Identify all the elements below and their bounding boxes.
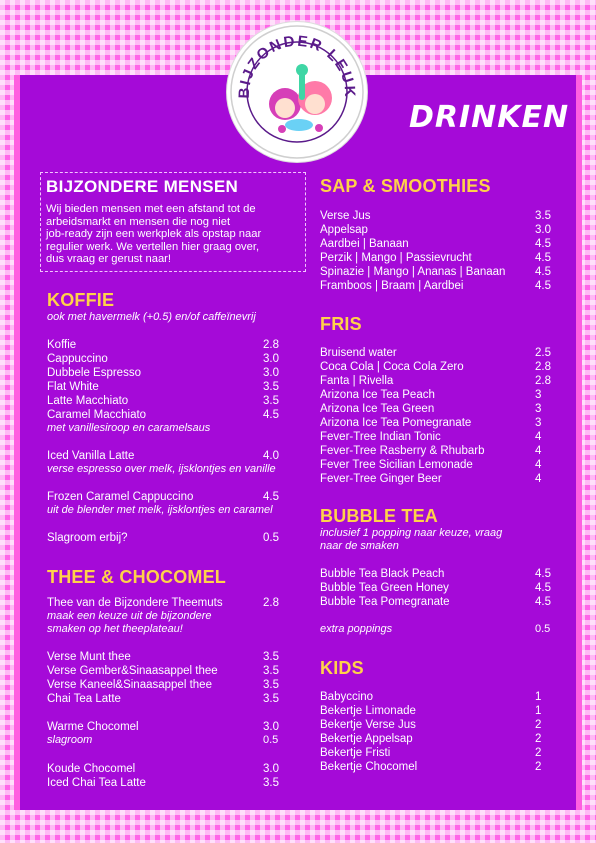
section-kids <box>320 658 560 774</box>
menu-item: Perzik | Mango | Passievrucht 4.5 <box>320 252 551 264</box>
menu-item: Thee van de Bijzondere Theemuts 2.8 <box>47 597 279 609</box>
svg-text:BIJZONDER LEUK: BIJZONDER LEUK <box>235 32 359 99</box>
menu-item: Arizona Ice Tea Green 3 <box>320 403 542 415</box>
menu-item: Chai Tea Latte 3.5 <box>47 693 279 705</box>
menu-item: Aardbei | Banaan 4.5 <box>320 238 551 250</box>
menu-item: Bubble Tea Pomegranate 4.5 <box>320 596 551 608</box>
item-note: met vanillesiroop en caramelsaus <box>47 422 211 434</box>
menu-item: Bekertje Verse Jus 2 <box>320 719 542 731</box>
section-title-kids: KIDS <box>320 658 364 678</box>
koffie-subtitle: ook met havermelk (+0.5) en/of caffeïnevrij <box>47 311 256 323</box>
menu-item: Flat White 3.5 <box>47 381 279 393</box>
menu-item: Bekertje Limonade 1 <box>320 705 542 717</box>
menu-item: Bekertje Chocomel 2 <box>320 761 542 773</box>
menu-item: Fever-Tree Rasberry & Rhubarb 4 <box>320 445 542 457</box>
menu-item: Koffie 2.8 <box>47 339 279 351</box>
menu-item: Cappuccino 3.0 <box>47 353 279 365</box>
item-note: smaken op het theeplateau! <box>47 623 183 635</box>
menu-item: Arizona Ice Tea Peach 3 <box>320 389 542 401</box>
menu-item: extra poppings 0.5 <box>320 623 551 635</box>
menu-item: Fanta | Rivella 2.8 <box>320 375 551 387</box>
intro-text <box>46 203 300 266</box>
menu-item: Spinazie | Mango | Ananas | Banaan 4.5 <box>320 266 551 278</box>
menu-item: Framboos | Braam | Aardbei 4.5 <box>320 280 551 292</box>
intro-heading: BIJZONDERE MENSEN <box>46 177 239 196</box>
menu-item: Arizona Ice Tea Pomegranate 3 <box>320 417 542 429</box>
menu-item: Bruisend water 2.5 <box>320 347 551 359</box>
menu-item: Caramel Macchiato 4.5 <box>47 409 279 421</box>
intro-line: job-ready zijn een werkplek als opstap naar <box>46 228 262 240</box>
menu-item: Bekertje Appelsap 2 <box>320 733 542 745</box>
intro-line: regulier werk. We vertellen hier graag over, <box>46 240 260 253</box>
menu-item: Fever-Tree Ginger Beer 4 <box>320 473 542 485</box>
section-title-thee: THEE & CHOCOMEL <box>47 567 227 587</box>
section-bubble <box>320 506 560 637</box>
menu-item: Iced Chai Tea Latte 3.5 <box>47 777 279 789</box>
menu-item: Latte Macchiato 3.5 <box>47 395 279 407</box>
item-note: maak een keuze uit de bijzondere <box>47 610 212 622</box>
menu-item: slagroom 0.5 <box>47 734 279 746</box>
section-sap <box>320 176 560 293</box>
menu-item: Verse Jus 3.5 <box>320 210 551 222</box>
section-fris <box>320 314 560 486</box>
item-note: verse espresso over melk, ijsklontjes en vanille <box>47 463 276 475</box>
section-title-fris: FRIS <box>320 314 362 334</box>
menu-item: Babyccino 1 <box>320 691 542 703</box>
bubble-subtitle: naar de smaken <box>320 540 399 552</box>
menu-item: Coca Cola | Coca Cola Zero 2.8 <box>320 361 551 373</box>
menu-item: Koude Chocomel 3.0 <box>47 763 279 775</box>
menu-item: Verse Munt thee 3.5 <box>47 651 279 663</box>
item-note: uit de blender met melk, ijsklontjes en caramel <box>47 504 273 516</box>
menu-item: Iced Vanilla Latte 4.0 <box>47 450 279 462</box>
intro-line: Wij bieden mensen met een afstand tot de <box>46 203 256 215</box>
bubble-subtitle: inclusief 1 popping naar keuze, vraag <box>320 527 503 539</box>
section-koffie <box>47 290 317 545</box>
menu-item: Bekertje Fristi 2 <box>320 747 542 759</box>
intro-line: dus vraag er gerust naar! <box>46 253 171 265</box>
menu-item: Dubbele Espresso 3.0 <box>47 367 279 379</box>
menu-item: Fever Tree Sicilian Lemonade 4 <box>320 459 542 471</box>
section-title-bubble: BUBBLE TEA <box>320 506 438 526</box>
menu-item: Verse Gember&Sinaasappel thee 3.5 <box>47 665 279 677</box>
logo-arc-text <box>227 22 367 162</box>
logo <box>227 22 367 162</box>
menu-item: Verse Kaneel&Sinaasappel thee 3.5 <box>47 679 279 691</box>
menu-item: Slagroom erbij? 0.5 <box>47 532 279 544</box>
intro-line: arbeidsmarkt en mensen die nog niet <box>46 215 231 228</box>
section-title-koffie: KOFFIE <box>47 290 115 310</box>
intro-box <box>40 172 306 272</box>
menu-item: Bubble Tea Green Honey 4.5 <box>320 582 551 594</box>
menu-item: Appelsap 3.0 <box>320 224 551 236</box>
menu-item: Fever-Tree Indian Tonic 4 <box>320 431 542 443</box>
page-title: DRINKEN <box>409 100 570 135</box>
section-title-sap: SAP & SMOOTHIES <box>320 176 491 196</box>
menu-item: Frozen Caramel Cappuccino 4.5 <box>47 491 279 503</box>
section-thee <box>47 567 317 790</box>
menu-item: Bubble Tea Black Peach 4.5 <box>320 568 551 580</box>
menu-item: Warme Chocomel 3.0 <box>47 721 279 733</box>
